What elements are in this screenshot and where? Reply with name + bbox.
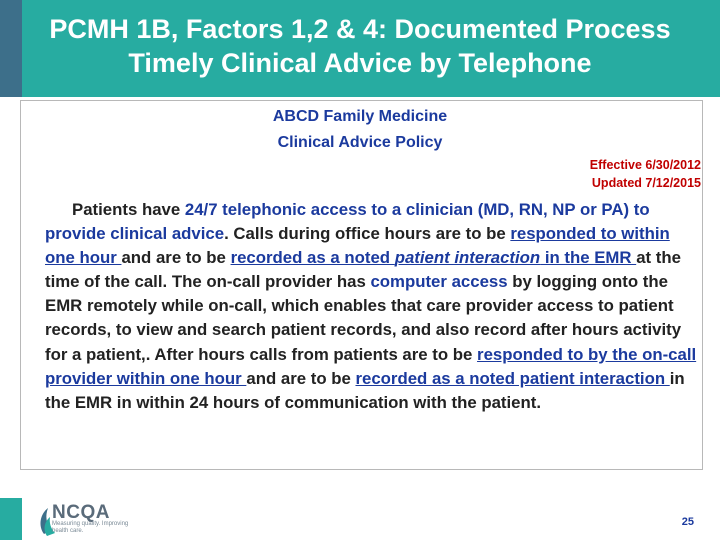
policy-text-run: in the EMR in within 24 hours of communication with the patient. xyxy=(45,368,685,412)
policy-text-run: . Calls during office hours are to be xyxy=(224,224,511,244)
slide-title-line1: PCMH 1B, Factors 1,2 & 4: Documented Process xyxy=(49,14,671,44)
slide-title-line2: Timely Clinical Advice by Telephone xyxy=(128,48,592,78)
policy-text-run: recorded as a noted xyxy=(230,248,395,268)
logo-tagline: Measuring quality. Improving health care. xyxy=(52,521,129,534)
policy-text-run: 24/7 telephonic access to a clinician (MD, RN, NP or PA) to provide clinical advice xyxy=(45,200,650,244)
policy-text-run: in the EMR xyxy=(540,248,637,268)
bottom-accent-stripe xyxy=(0,498,22,540)
updated-date: Updated 7/12/2015 xyxy=(591,176,701,190)
policy-text-run: Patients have xyxy=(72,200,185,219)
policy-text-run: by logging onto the EMR remotely while on-call, which enables that care provider access to patient records, to view and search patient records, and also record after hours activity for a patient,. After hours calls from patients are to be xyxy=(45,272,682,364)
policy-text-run: recorded as a noted patient interaction xyxy=(355,368,670,388)
policy-dates xyxy=(590,156,701,192)
logo-wordmark: NCQA xyxy=(52,502,110,523)
policy-body xyxy=(45,198,700,415)
effective-date: Effective 6/30/2012 xyxy=(589,158,701,172)
policy-paragraph xyxy=(45,198,700,415)
policy-text-run: responded to by the on-call provider within one hour xyxy=(45,344,697,388)
policy-text-run: and are to be xyxy=(121,248,231,268)
slide-title xyxy=(0,12,720,80)
policy-text-run: computer access xyxy=(370,272,508,292)
policy-text-run: at the time of the call. The on-call provider has xyxy=(45,248,681,292)
policy-text-run: responded to within one hour xyxy=(45,224,670,268)
policy-name: Clinical Advice Policy xyxy=(277,134,443,151)
page-number: 25 xyxy=(681,516,694,528)
policy-header xyxy=(0,104,720,156)
org-name: ABCD Family Medicine xyxy=(272,108,448,125)
policy-text-run: patient interaction xyxy=(394,248,541,268)
policy-text-run: and are to be xyxy=(246,368,356,388)
